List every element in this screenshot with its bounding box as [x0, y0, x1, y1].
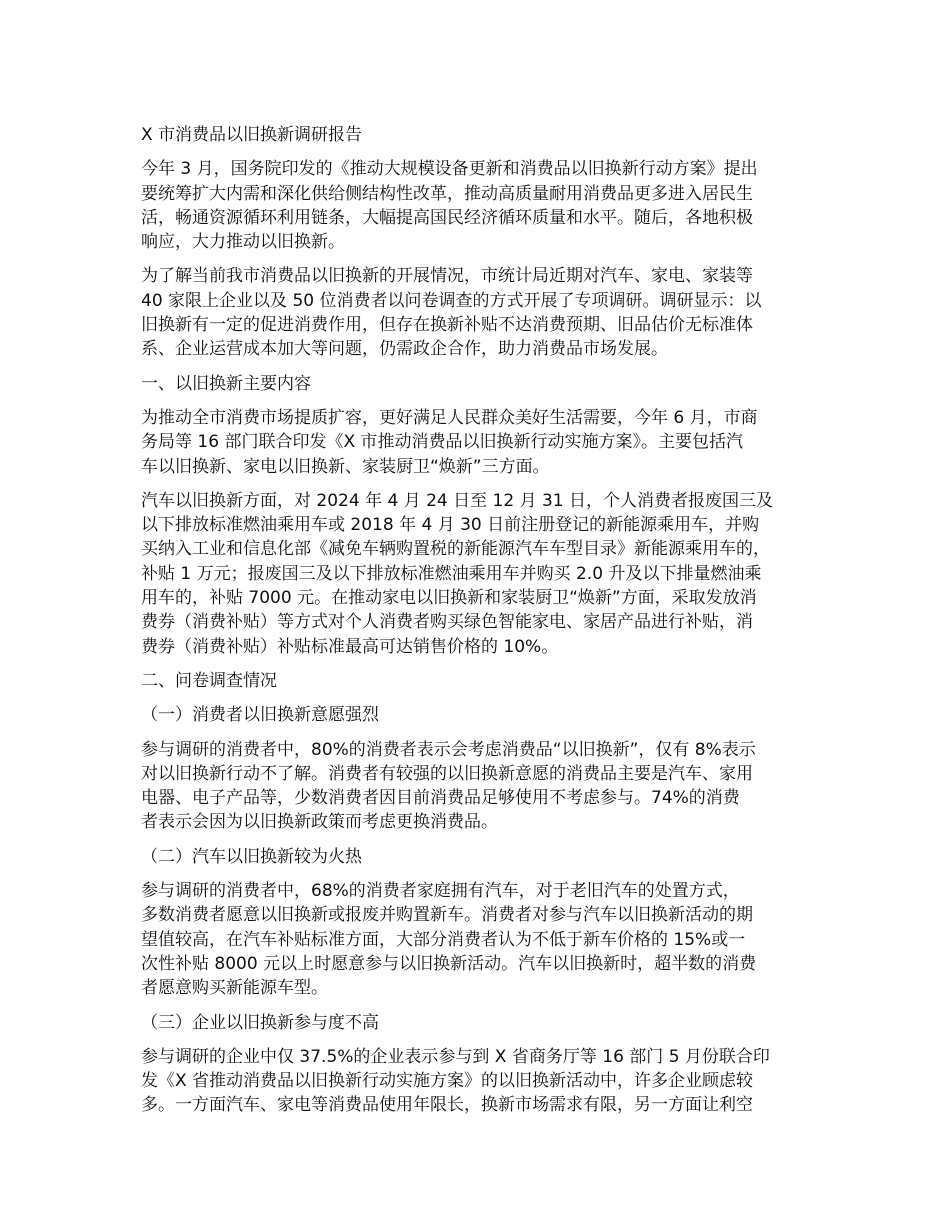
section-1-paragraph-2: 汽车以旧换新方面，对 2024 年 4 月 24 日至 12 月 31 日，个人消费者报废国三及 以下排放标准燃油乘用车或 2018 年 4 月 30 日前注册登记的新能源乘用车，并购 买纳入工业和信息化部《减免车辆购置税的新能源汽车车型目录》新能源乘用车的， 补贴 1 万元；报废国三及以下排放标准燃油乘用车并购买 2.0 升及以下排量燃油乘 用车的，补贴 7000 元。在推动家电以旧换新和家装厨卫“焕新”方面，采取发放消 费券（消费补贴）等方式对个人消费者购买绿色智能家电、家居产品进行补贴，消 费券（消费补贴）补贴标准最高可达销售价格的 10%。 [141, 490, 774, 657]
subsection-1-heading: （一）消费者以旧换新意愿强烈 [141, 705, 379, 726]
intro-paragraph-2: 为了解当前我市消费品以旧换新的开展情况，市统计局近期对汽车、家电、家装等 40 家限上企业以及 50 位消费者以问卷调查的方式开展了专项调研。调研显示：以 旧换新有一定的促进消费作用，但存在换新补贴不达消费预期、旧品估价无标准体 系、企业运营成本加大等问题，仍需政企合作，助力消费品市场发展。 [141, 266, 762, 360]
section-1-paragraph-1: 为推动全市消费市场提质扩容，更好满足人民群众美好生活需要，今年 6 月，市商 务局等 16 部门联合印发《X 市推动消费品以旧换新行动实施方案》。主要包括汽 车以旧换新、家电以旧换新、家装厨卫“焕新”三方面。 [141, 407, 758, 477]
subsection-2-heading: （二）汽车以旧换新较为火热 [141, 846, 362, 867]
subsection-1-paragraph: 参与调研的消费者中，80%的消费者表示会考虑消费品“以旧换新”，仅有 8%表示 对以旧换新行动不了解。消费者有较强的以旧换新意愿的消费品主要是汽车、家用 电器、电子产品等，少数消费者因目前消费品足够使用不考虑参与。74%的消费 者表示会因为以旧换新政策而考虑更换消费品。 [141, 739, 756, 833]
section-1-heading: 一、以旧换新主要内容 [141, 373, 311, 394]
document-body [141, 123, 821, 1128]
subsection-3-heading: （三）企业以旧换新参与度不高 [141, 1012, 379, 1033]
document-title: X 市消费品以旧换新调研报告 [141, 125, 363, 145]
section-2-heading: 二、问卷调查情况 [141, 670, 277, 691]
subsection-3-paragraph: 参与调研的企业中仅 37.5%的企业表示参与到 X 省商务厅等 16 部门 5 月份联合印 发《X 省推动消费品以旧换新行动实施方案》的以旧换新活动中，许多企业顾虑较 多。一方面汽车、家电等消费品使用年限长，换新市场需求有限，另一方面让利空 [141, 1046, 770, 1116]
intro-paragraph-1: 今年 3 月，国务院印发的《推动大规模设备更新和消费品以旧换新行动方案》提出 要统筹扩大内需和深化供给侧结构性改革，推动高质量耐用消费品更多进入居民生 活，畅通资源循环利用链条，大幅提高国民经济循环质量和水平。随后，各地积极 响应，大力推动以旧换新。 [141, 159, 758, 253]
subsection-2-paragraph: 参与调研的消费者中，68%的消费者家庭拥有汽车，对于老旧汽车的处置方式， 多数消费者愿意以旧换新或报废并购置新车。消费者对参与汽车以旧换新活动的期 望值较高，在汽车补贴标准方面，大部分消费者认为不低于新车价格的 15%或一 次性补贴 8000 元以上时愿意参与以旧换新活动。汽车以旧换新时，超半数的消费 者愿意购买新能源车型。 [141, 881, 757, 999]
